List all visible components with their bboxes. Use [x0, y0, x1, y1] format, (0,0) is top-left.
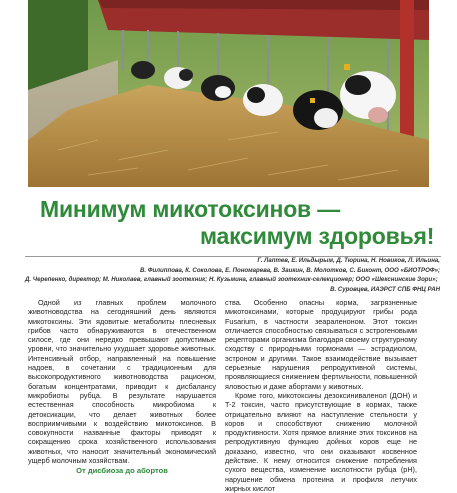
- paragraph: ства. Особенно опасны корма, загрязненные микотоксинами, которые продуцируют грибы рода Fusarium, в частности зеараленоном. Этот токсин отличается способностью связываться с эстрогеновыми рецепторами организма благодаря своему структурному сходству с природными гормонами — эстрадиолом, эстроном и другими. Такое взаимодействие вызывает серьезные нарушения репродуктивной системы, проявляющиеся снижением фертильности, повышенной яловостью и даже абортами у животных.: [225, 298, 417, 391]
- authors-line-3: Д. Черепенко, директор; М. Николаев, главный зоотехник; Н. Кузьмина, главный зоотехник-селекционер; ООО «Шекснинские Зори»;: [25, 276, 438, 284]
- paragraph: Одной из главных проблем молочного животноводства на сегодняшний день являются микотоксины. Эти ядовитые метаболиты плесневых грибов часто обнаруживаются в отечественном силосе, где они нередко превышают допустимые уровни, что значительно ухудшает здоровье животных. Интенсивный отбор, направленный на повышение надоев, в сочетании с традиционным для высокопродуктивного животноводства рационом, богатым концентратами, приводит к дисбалансу микробиоты рубца. В результате нарушается естественная способность микробиома к детоксикации, что делает животных более восприимчивыми к воздействию микотоксинов. В совокупности названные факторы приводят к сокращению срока хозяйственного использования животных, что наносит значительный экономический ущерб молочным хозяйствам.: [28, 298, 216, 466]
- cows-barn-photo: [28, 0, 429, 187]
- title-line-2: максимум здоровья!: [200, 223, 435, 249]
- authors-line-4: В. Суровцев, ИАЭРСТ СПБ ФНЦ РАН: [330, 285, 440, 293]
- author-credits: [25, 256, 440, 294]
- authors-line-1: Г. Лаптев, Е. Ильдырым, Д. Тюрина, Н. Новиков, Л. Ильина,: [257, 257, 440, 264]
- authors-line-2: В. Филиппова, К. Соколова, Е. Пономарева, В. Заикин, В. Молотков, С. Биконт, ООО «БИОТРОФ»;: [139, 266, 440, 274]
- section-subheading: От дисбиоза до абортов: [76, 466, 168, 475]
- paragraph: Кроме того, микотоксины дезоксиниваленол (ДОН) и T-2 токсин, часто присутствующие в кормах, также отрицательно влияют на наступление стельности у коров и способствуют снижению молочной продуктивности. Хотя прямое влияние этих токсинов на репродуктивную функцию дойных коров еще не доказано, известно, что они оказывают косвенное действие. К нему относится снижение потребления сухого вещества, изменение кислотности рубца (pH), нарушение обмена протеина и профиля летучих жирных кислот: [225, 390, 417, 493]
- body-column-left: [28, 298, 216, 465]
- body-column-right: [225, 298, 417, 493]
- title-line-1: Минимум микотоксинов —: [40, 196, 340, 222]
- page-margin: [441, 236, 457, 479]
